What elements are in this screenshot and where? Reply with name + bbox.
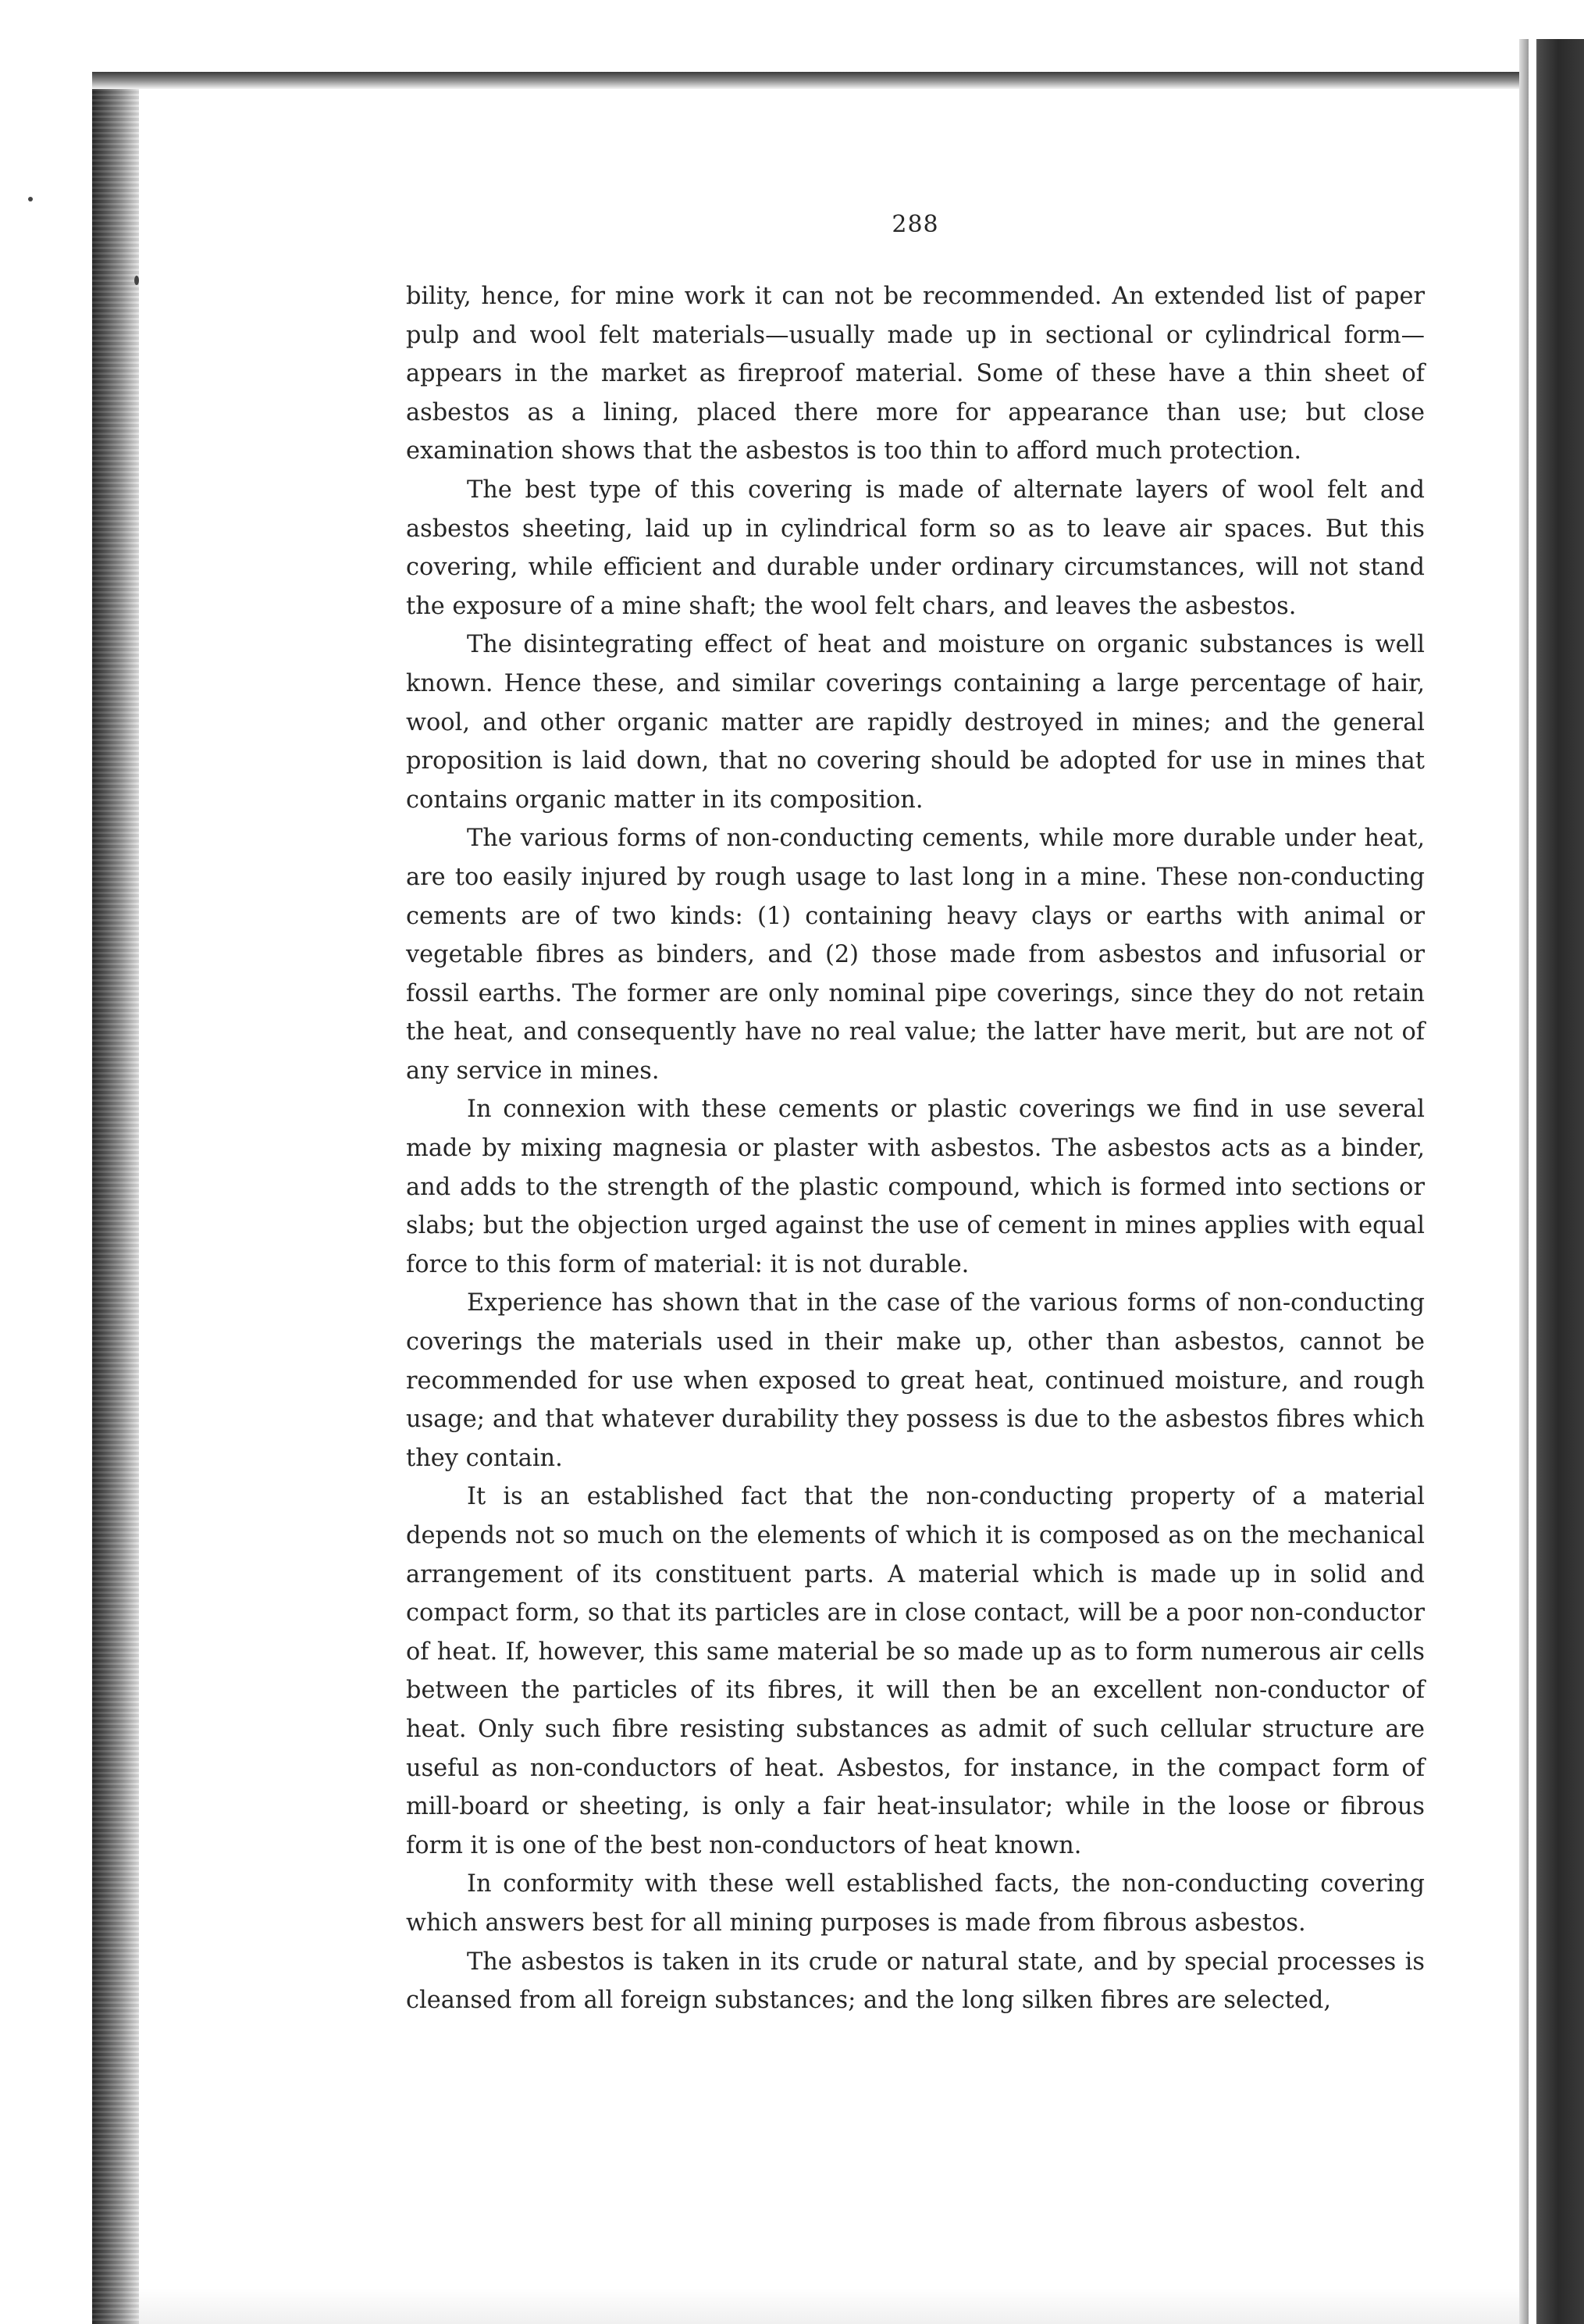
scan-speck xyxy=(28,197,33,201)
paragraph: The various forms of non-conducting cements, while more durable under heat, are too easily injured by rough usage to last long in a mine. These non-conducting cements are of two kinds: (1) containing heavy clays or earths with animal or vegetable fibres as binders, and (2) those made from asbestos and infusorial or fossil earths. The former are only nominal pipe coverings, since they do not retain the heat, and consequently have no real value; the latter have merit, but are not of any service in mines. xyxy=(406,825,1425,1085)
paragraph: The disintegrating effect of heat and moisture on organic substances is well known. Hence these, and similar coverings containing a large percentage of hair, wool, and other organic matter are rapidly destroyed in mines; and the general proposition is laid down, that no covering should be adopted for use in mines that contains organic matter in its composition. xyxy=(406,631,1425,814)
scan-right-edge-gap xyxy=(1529,39,1536,2324)
paragraph: bility, hence, for mine work it can not be recommended. An extended list of paper pulp and wool felt materials—usually made up in sectional or cylindrical form—appears in the market as fireproof material. Some of these have a thin sheet of asbestos as a lining, placed there more for appearance than use; but close examination shows that the asbestos is too thin to afford much protection. xyxy=(406,283,1425,465)
scan-top-edge-shadow xyxy=(92,72,1521,89)
paragraph: The asbestos is taken in its crude or natural state, and by special processes is cleansed from all foreign substances; and the long silken fibres are selected, xyxy=(406,1948,1425,2015)
paragraph: It is an established fact that the non-conducting property of a material depends not so much on the elements of which it is composed as on the mechanical arrangement of its constituent parts. A material which is made up in solid and compact form, so that its particles are in close contact, will be a poor non-conductor of heat. If, however, this same material be so made up as to form numerous air cells between the particles of its fibres, it will then be an excellent non-conductor of heat. Only such fibre resisting substances as admit of such cellular structure are useful as non-conductors of heat. Asbestos, for instance, in the compact form of mill-board or sheeting, is only a fair heat-insulator; while in the loose or fibrous form it is one of the best non-conductors of heat known. xyxy=(406,1483,1425,1859)
scan-speck xyxy=(134,276,139,285)
paragraph: The best type of this covering is made of alternate layers of wool felt and asbestos sheeting, laid up in cylindrical form so as to leave air spaces. But this covering, while efficient and durable under ordinary circumstances, will not stand the exposure of a mine shaft; the wool felt chars, and leaves the asbestos. xyxy=(406,476,1425,620)
paragraph: In connexion with these cements or plastic coverings we find in use several made by mixing magnesia or plaster with asbestos. The asbestos acts as a binder, and adds to the strength of the plastic compound, which is formed into sections or slabs; but the objection urged against the use of cement in mines applies with equal force to this form of material: it is not durable. xyxy=(406,1096,1425,1278)
page-number: 288 xyxy=(892,211,939,238)
scan-left-edge-shadow xyxy=(92,72,139,2324)
paragraph: Experience has shown that in the case of the various forms of non-conducting coverings the materials used in their make up, other than asbestos, cannot be recommended for use when exposed to great heat, continued moisture, and rough usage; and that whatever durability they possess is due to the asbestos fibres which they contain. xyxy=(406,1289,1425,1472)
paragraph: In conformity with these well established facts, the non-conducting covering which answers best for all mining purposes is made from fibrous asbestos. xyxy=(406,1870,1425,1937)
page-bottom-shade xyxy=(139,2288,1519,2324)
document-page xyxy=(406,211,1425,2280)
